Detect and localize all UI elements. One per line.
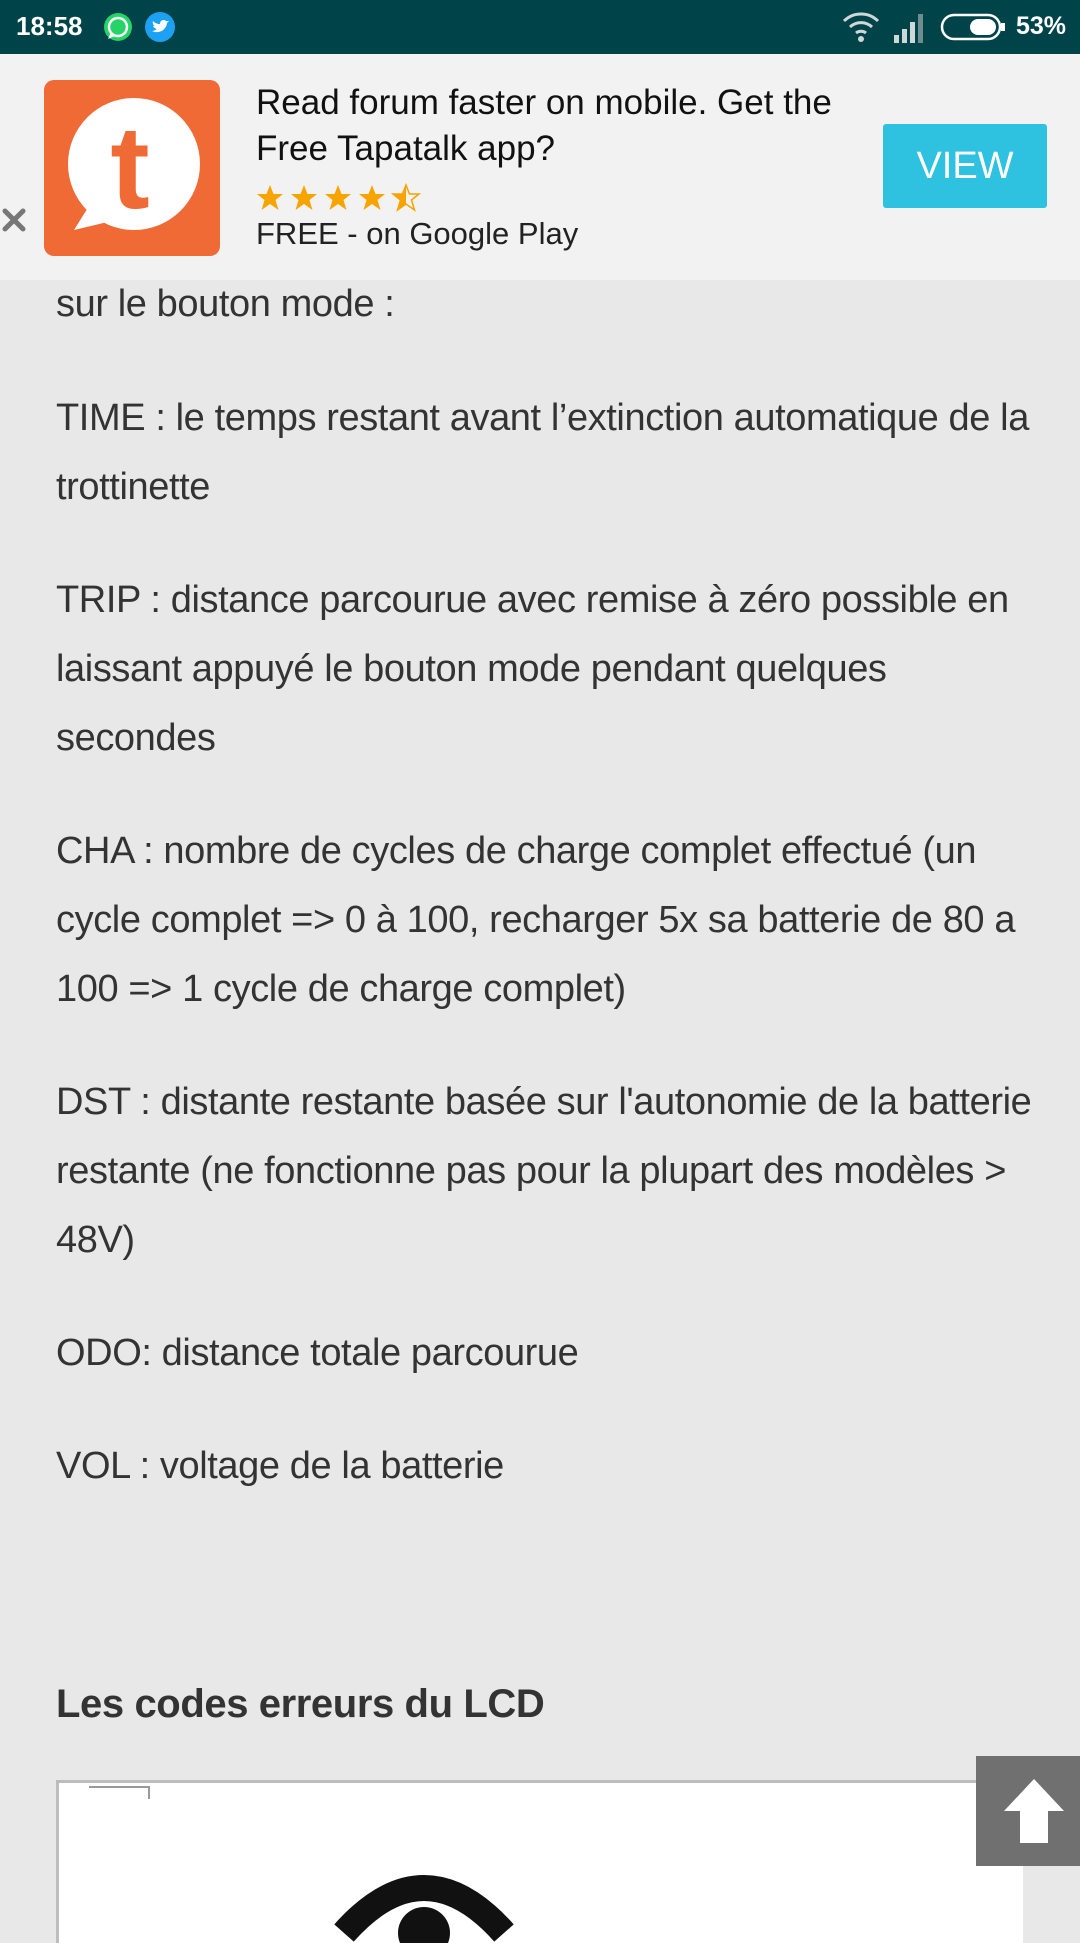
scroll-to-top-button[interactable]	[976, 1756, 1080, 1866]
status-time: 18:58	[16, 11, 83, 41]
battery-percentage: 53%	[1015, 12, 1066, 40]
section-heading: Les codes erreurs du LCD	[56, 1682, 545, 1726]
article-image[interactable]	[56, 1780, 1023, 1943]
tapatalk-ad-banner	[0, 54, 1080, 280]
paragraph-time: TIME : le temps restant avant l’extinction automatique de la trottinette	[56, 397, 1029, 508]
tapatalk-logo[interactable]	[44, 80, 220, 256]
whatsapp-icon	[102, 11, 134, 43]
paragraph-odo: ODO: distance totale parcourue	[56, 1332, 579, 1374]
signal-icon	[892, 9, 928, 45]
svg-text:t: t	[110, 102, 150, 234]
twitter-icon	[144, 11, 176, 43]
wifi-icon	[842, 9, 880, 45]
paragraph-lead: sur le bouton mode :	[56, 283, 395, 325]
paragraph-trip: TRIP : distance parcourue avec remise à zéro possible en laissant appuyé le bouton mode pendant quelques secondes	[56, 579, 1009, 759]
post-content	[56, 280, 1036, 1726]
battery-icon	[940, 9, 1006, 45]
paragraph-cha: CHA : nombre de cycles de charge complet effectué (un cycle complet => 0 à 100, recharger 5x sa batterie de 80 a 100 => 1 cycle de charge complet)	[56, 830, 1016, 1010]
ad-headline: Read forum faster on mobile. Get the Free Tapatalk app?	[256, 83, 832, 168]
paragraph-dst: DST : distante restante basée sur l'autonomie de la batterie restante (ne fonctionne pas pour la plupart des modèles > 48V)	[56, 1081, 1032, 1261]
paragraph-vol: VOL : voltage de la batterie	[56, 1445, 504, 1487]
store-label: FREE - on Google Play	[256, 216, 579, 251]
star-rating	[254, 180, 424, 214]
close-icon[interactable]	[0, 206, 28, 234]
view-button[interactable]: VIEW	[883, 124, 1047, 208]
arrow-up-icon	[982, 1757, 1080, 1867]
status-bar	[0, 0, 1080, 54]
